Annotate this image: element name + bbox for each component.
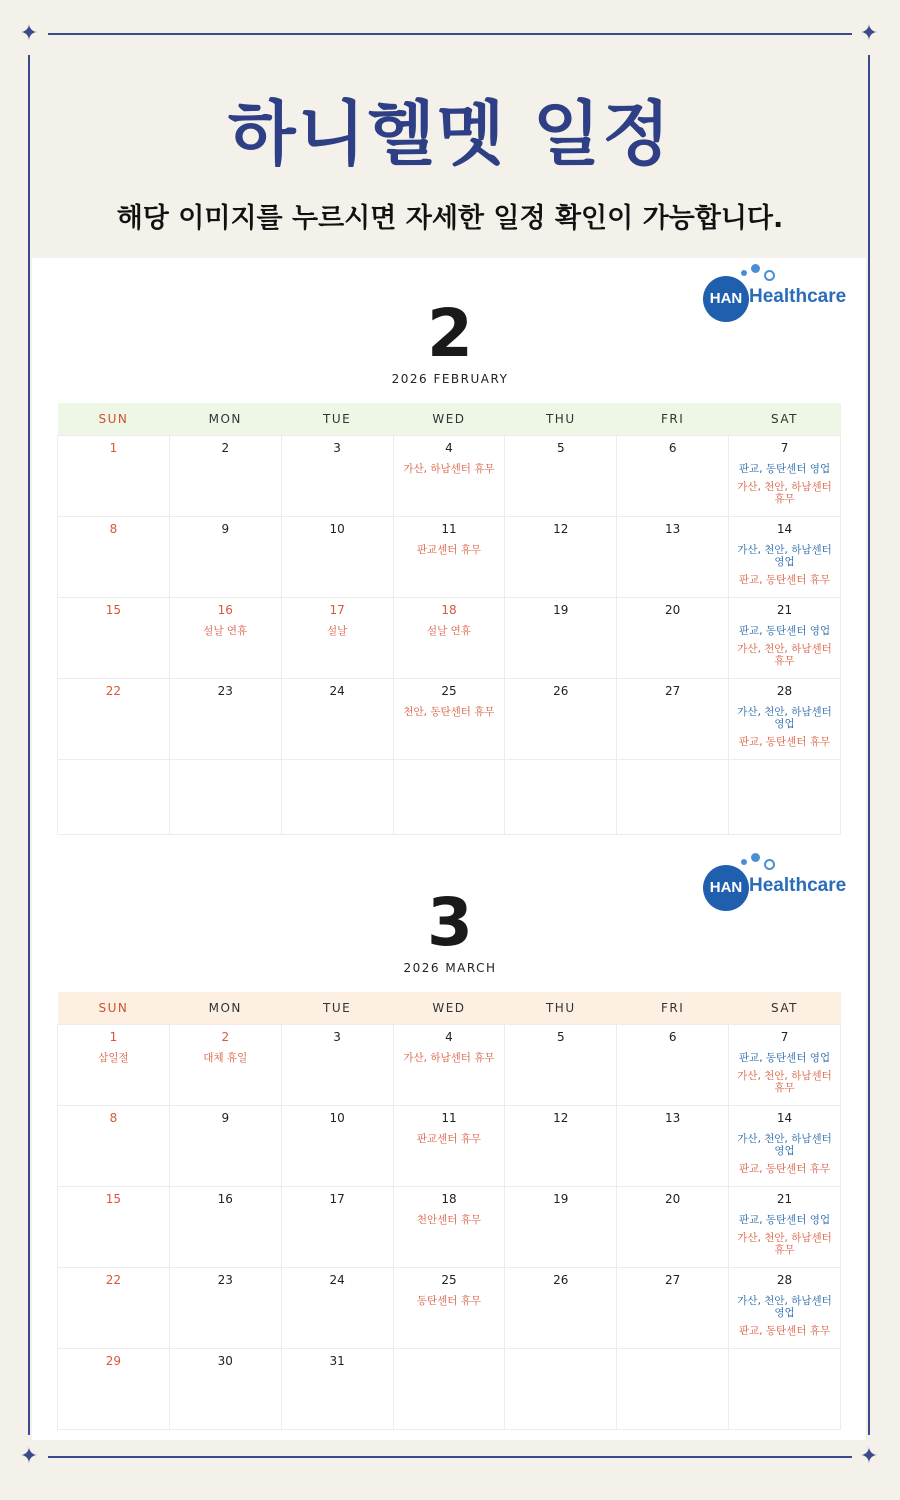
- day-cell[interactable]: [393, 679, 505, 760]
- day-number: 4: [445, 441, 453, 455]
- day-number: 9: [221, 522, 230, 536]
- day-cell[interactable]: [393, 1025, 505, 1106]
- day-number: [729, 765, 840, 781]
- day-cell[interactable]: [281, 679, 393, 760]
- event-label: 설날 연휴: [203, 625, 248, 637]
- weekday-header: [58, 992, 841, 1025]
- day-number: [394, 765, 505, 781]
- day-cell[interactable]: [505, 1106, 617, 1187]
- day-cell[interactable]: [617, 679, 729, 760]
- day-number: 11: [441, 1111, 457, 1125]
- event-label: 판교, 동탄센터 휴무: [738, 736, 831, 748]
- day-number: 12: [553, 522, 569, 536]
- day-cell[interactable]: [505, 1268, 617, 1349]
- week-row: [58, 1106, 841, 1187]
- event-label: 삼일절: [98, 1052, 129, 1064]
- day-number: 27: [665, 684, 681, 698]
- week-row: [58, 598, 841, 679]
- week-row: [58, 679, 841, 760]
- logo-word: Healthcare: [749, 286, 847, 307]
- day-cell[interactable]: [281, 1106, 393, 1187]
- day-number: 20: [665, 1192, 681, 1206]
- weekday-fri: FRI: [661, 1001, 685, 1015]
- day-number: 1: [109, 441, 118, 455]
- day-number: [282, 765, 393, 781]
- day-number: 7: [780, 1030, 789, 1044]
- week-row: [58, 517, 841, 598]
- day-cell[interactable]: [729, 1025, 841, 1106]
- event-label: 판교센터 휴무: [416, 544, 482, 556]
- logo-word: Healthcare: [749, 875, 847, 896]
- day-number: 8: [109, 1111, 118, 1125]
- day-number: 24: [329, 684, 345, 698]
- day-cell[interactable]: [393, 517, 505, 598]
- day-number: 15: [105, 1192, 122, 1206]
- month-number: 2: [427, 295, 473, 372]
- day-number: [617, 1354, 728, 1370]
- day-number: 5: [556, 1030, 565, 1044]
- day-cell[interactable]: [281, 1349, 393, 1430]
- day-cell[interactable]: [169, 679, 281, 760]
- day-number: 3: [333, 441, 341, 455]
- day-number: 8: [109, 522, 118, 536]
- day-cell[interactable]: [617, 517, 729, 598]
- day-cell[interactable]: [617, 1349, 729, 1430]
- day-cell[interactable]: [617, 1106, 729, 1187]
- weekday-thu: THU: [545, 412, 576, 426]
- day-number: 22: [105, 1273, 122, 1287]
- day-cell[interactable]: [393, 598, 505, 679]
- day-cell[interactable]: [729, 1187, 841, 1268]
- frame-right-line: [868, 55, 870, 1435]
- sparkle-icon: ✦: [19, 1444, 39, 1469]
- weekday-sat: SAT: [771, 1001, 798, 1015]
- day-cell[interactable]: [58, 1187, 170, 1268]
- event-label: 판교, 동탄센터 휴무: [738, 1163, 831, 1175]
- day-number: 2: [221, 441, 230, 455]
- day-number: [505, 1354, 616, 1370]
- event-label: 가산, 천안, 하남센터 휴무: [737, 481, 832, 505]
- day-number: 15: [105, 603, 122, 617]
- day-cell[interactable]: [393, 436, 505, 517]
- day-cell[interactable]: [617, 1268, 729, 1349]
- day-cell[interactable]: [169, 1268, 281, 1349]
- day-cell[interactable]: [729, 679, 841, 760]
- calendar-march: [57, 992, 841, 1430]
- day-cell[interactable]: [729, 436, 841, 517]
- day-cell[interactable]: [281, 517, 393, 598]
- day-number: [394, 1354, 505, 1370]
- event-label: 가산, 천안, 하남센터 영업: [737, 1133, 832, 1157]
- event-label: 가산, 천안, 하남센터 영업: [737, 1295, 832, 1319]
- day-cell[interactable]: [505, 436, 617, 517]
- event-label: 설날 연휴: [426, 625, 471, 637]
- day-cell[interactable]: [169, 1106, 281, 1187]
- weekday-tue: TUE: [323, 412, 352, 426]
- day-cell[interactable]: [505, 1187, 617, 1268]
- frame-left-line: [28, 55, 30, 1435]
- weekday-sun: SUN: [98, 1001, 129, 1015]
- day-cell[interactable]: [169, 1349, 281, 1430]
- day-cell[interactable]: [729, 1349, 841, 1430]
- day-number: 30: [217, 1354, 233, 1368]
- day-cell[interactable]: [505, 598, 617, 679]
- day-number: 17: [329, 603, 345, 617]
- day-number: 19: [553, 1192, 569, 1206]
- day-number: [729, 1354, 840, 1370]
- day-number: 21: [776, 1192, 793, 1206]
- day-number: 21: [776, 603, 793, 617]
- frame-bottom-line: [48, 1456, 852, 1458]
- day-cell[interactable]: [169, 436, 281, 517]
- sparkle-icon: ✦: [859, 1444, 879, 1469]
- event-label: 판교센터 휴무: [416, 1133, 482, 1145]
- day-number: 13: [665, 1111, 681, 1125]
- day-number: [58, 765, 169, 781]
- bubble-icon: [741, 859, 747, 865]
- day-cell[interactable]: [393, 1349, 505, 1430]
- day-number: 2: [221, 1030, 230, 1044]
- weekday-wed: WED: [432, 1001, 466, 1015]
- day-number: 27: [665, 1273, 681, 1287]
- day-cell[interactable]: [169, 760, 281, 835]
- day-cell[interactable]: [58, 1268, 170, 1349]
- day-cell[interactable]: [58, 517, 170, 598]
- bubble-icon: [764, 859, 775, 870]
- day-number: 31: [329, 1354, 345, 1368]
- weekday-wed: WED: [432, 412, 466, 426]
- event-label: 판교, 동탄센터 영업: [738, 625, 831, 637]
- day-number: 29: [105, 1354, 122, 1368]
- day-cell[interactable]: [617, 760, 729, 835]
- calendar-february: [57, 403, 841, 835]
- day-cell[interactable]: [169, 598, 281, 679]
- day-cell[interactable]: [281, 1187, 393, 1268]
- day-number: 23: [217, 1273, 233, 1287]
- event-label: 대체 휴일: [203, 1052, 248, 1064]
- day-cell[interactable]: [393, 1106, 505, 1187]
- logo-badge: HAN: [703, 276, 749, 322]
- weekday-tue: TUE: [323, 1001, 352, 1015]
- day-number: 13: [665, 522, 681, 536]
- day-number: [617, 765, 728, 781]
- day-number: 26: [553, 684, 569, 698]
- weekday-mon: MON: [208, 412, 242, 426]
- event-label: 판교, 동탄센터 영업: [738, 1214, 831, 1226]
- day-number: 18: [441, 603, 457, 617]
- event-label: 가산, 천안, 하남센터 휴무: [737, 643, 832, 667]
- weekday-mon: MON: [208, 1001, 242, 1015]
- day-cell[interactable]: [58, 679, 170, 760]
- day-cell[interactable]: [58, 436, 170, 517]
- day-number: 22: [105, 684, 122, 698]
- day-cell[interactable]: [617, 1187, 729, 1268]
- frame-top-line: [48, 33, 852, 35]
- event-label: 가산, 천안, 하남센터 영업: [737, 544, 832, 568]
- day-number: 5: [556, 441, 565, 455]
- week-row: [58, 760, 841, 835]
- day-number: 23: [217, 684, 233, 698]
- event-label: 가산, 하남센터 휴무: [403, 463, 495, 475]
- day-number: 25: [441, 1273, 457, 1287]
- day-cell[interactable]: [393, 1268, 505, 1349]
- event-label: 판교, 동탄센터 휴무: [738, 574, 831, 586]
- day-number: 16: [217, 603, 233, 617]
- page-title: 하니헬멧 일정: [227, 93, 673, 175]
- day-number: 18: [441, 1192, 457, 1206]
- day-number: 9: [221, 1111, 230, 1125]
- event-label: 천안, 동탄센터 휴무: [403, 706, 495, 718]
- month-caption: 2026 FEBRUARY: [391, 372, 509, 386]
- day-cell[interactable]: [281, 1025, 393, 1106]
- day-number: 3: [333, 1030, 341, 1044]
- day-cell[interactable]: [281, 1268, 393, 1349]
- event-label: 가산, 천안, 하남센터 영업: [737, 706, 832, 730]
- event-label: 가산, 천안, 하남센터 휴무: [737, 1070, 832, 1094]
- day-cell[interactable]: [393, 1187, 505, 1268]
- event-label: 동탄센터 휴무: [416, 1295, 482, 1307]
- day-cell[interactable]: [58, 1025, 170, 1106]
- day-cell[interactable]: [169, 1187, 281, 1268]
- day-number: 1: [109, 1030, 118, 1044]
- day-number: 4: [445, 1030, 453, 1044]
- day-cell[interactable]: [729, 1106, 841, 1187]
- day-number: 28: [776, 1273, 793, 1287]
- weekday-header: [58, 403, 841, 436]
- week-row: [58, 436, 841, 517]
- day-number: 7: [780, 441, 789, 455]
- day-cell[interactable]: [617, 598, 729, 679]
- week-row: [58, 1187, 841, 1268]
- day-cell[interactable]: [505, 679, 617, 760]
- day-cell[interactable]: [281, 598, 393, 679]
- event-label: 판교, 동탄센터 영업: [738, 1052, 831, 1064]
- day-cell[interactable]: [729, 1268, 841, 1349]
- day-cell[interactable]: [58, 1349, 170, 1430]
- event-label: 가산, 하남센터 휴무: [403, 1052, 495, 1064]
- day-number: 12: [553, 1111, 569, 1125]
- weekday-sun: SUN: [98, 412, 129, 426]
- day-number: 25: [441, 684, 457, 698]
- day-cell[interactable]: [505, 517, 617, 598]
- week-row: [58, 1025, 841, 1106]
- weekday-fri: FRI: [661, 412, 685, 426]
- event-label: 천안센터 휴무: [416, 1214, 482, 1226]
- day-cell[interactable]: [169, 1025, 281, 1106]
- sparkle-icon: ✦: [19, 21, 39, 46]
- month-caption: 2026 MARCH: [403, 961, 497, 975]
- day-cell[interactable]: [505, 1349, 617, 1430]
- bubble-icon: [741, 270, 747, 276]
- event-label: 판교, 동탄센터 휴무: [738, 1325, 831, 1337]
- day-number: 10: [329, 1111, 345, 1125]
- day-number: 19: [553, 603, 569, 617]
- day-number: 6: [668, 441, 677, 455]
- weekday-sat: SAT: [771, 412, 798, 426]
- bubble-icon: [764, 270, 775, 281]
- page-subtitle: 해당 이미지를 누르시면 자세한 일정 확인이 가능합니다.: [116, 203, 784, 234]
- day-number: 16: [217, 1192, 233, 1206]
- day-cell[interactable]: [729, 598, 841, 679]
- day-cell[interactable]: [729, 517, 841, 598]
- day-number: 17: [329, 1192, 345, 1206]
- day-number: 11: [441, 522, 457, 536]
- day-number: 20: [665, 603, 681, 617]
- event-label: 판교, 동탄센터 영업: [738, 463, 831, 475]
- day-cell[interactable]: [58, 1106, 170, 1187]
- week-row: [58, 1349, 841, 1430]
- logo-badge: HAN: [703, 865, 749, 911]
- day-cell[interactable]: [58, 760, 170, 835]
- day-number: [170, 765, 281, 781]
- day-number: 14: [776, 1111, 793, 1125]
- week-row: [58, 1268, 841, 1349]
- day-number: 14: [776, 522, 793, 536]
- day-cell[interactable]: [169, 517, 281, 598]
- day-number: 10: [329, 522, 345, 536]
- day-cell[interactable]: [58, 598, 170, 679]
- day-number: 28: [776, 684, 793, 698]
- day-number: 26: [553, 1273, 569, 1287]
- day-cell[interactable]: [729, 760, 841, 835]
- weekday-thu: THU: [545, 1001, 576, 1015]
- month-number: 3: [427, 884, 473, 961]
- day-cell[interactable]: [281, 760, 393, 835]
- day-cell[interactable]: [505, 1025, 617, 1106]
- day-cell[interactable]: [617, 436, 729, 517]
- day-cell[interactable]: [281, 436, 393, 517]
- bubble-icon: [751, 853, 760, 862]
- day-number: 6: [668, 1030, 677, 1044]
- day-number: [505, 765, 616, 781]
- day-cell[interactable]: [505, 760, 617, 835]
- day-number: 24: [329, 1273, 345, 1287]
- sparkle-icon: ✦: [859, 21, 879, 46]
- bubble-icon: [751, 264, 760, 273]
- day-cell[interactable]: [393, 760, 505, 835]
- event-label: 설날: [326, 625, 348, 637]
- day-cell[interactable]: [617, 1025, 729, 1106]
- event-label: 가산, 천안, 하남센터 휴무: [737, 1232, 832, 1256]
